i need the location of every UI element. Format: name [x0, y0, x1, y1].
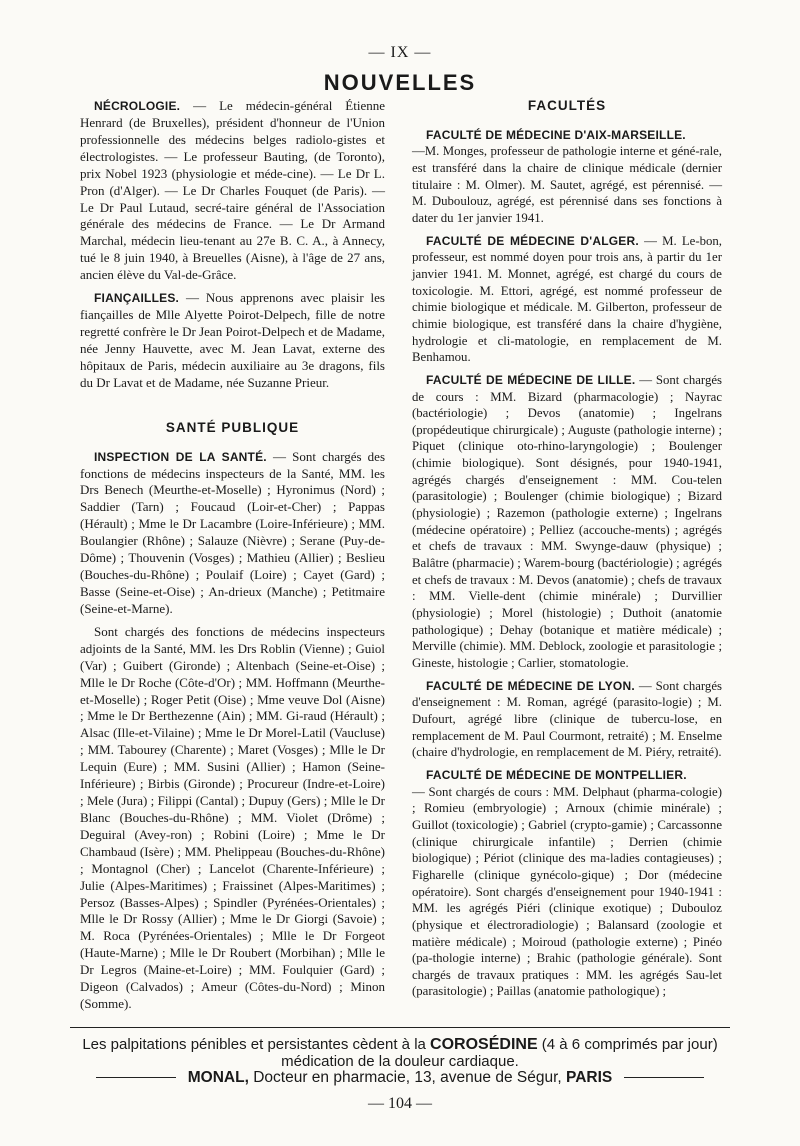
fiancailles-text: — Nous apprenons avec plaisir les fiançailles de Mlle Alyette Poirot-Delpech, fille de notre regretté confrère le Dr Jean Poirot-Delpech et de Madame, née Jenny Hauvette, avec M. Jean Lavat, externe des hôpitaux de Paris, médecin auxiliaire au 3e dragons, fils du Dr Lavat et de Madame, née Suzanne Prieur.	[80, 290, 385, 390]
montpellier-paragraph	[412, 767, 722, 1000]
necrologie-paragraph	[80, 98, 385, 284]
advert-line-2: médication de la douleur cardiaque.	[281, 1053, 519, 1070]
advert-brand: COROSÉDINE	[430, 1036, 538, 1053]
inspection-label: INSPECTION DE LA SANTÉ.	[94, 449, 267, 464]
aix-text: —M. Monges, professeur de pathologie interne et géné-rale, est transféré dans la chaire de clinique médicale (dernier titulaire : M. Olmer). M. Sautet, agrégé, est pérennisé. — M. Duboulouz, agrégé, est pérennisé dans ses fonctions à dater du 1er janvier 1941.	[412, 144, 722, 225]
adjoints-paragraph: Sont chargés des fonctions de médecins inspecteurs adjoints de la Santé, MM. les Drs Roblin (Vienne) ; Guiol (Var) ; Guibert (Gironde) ; Altenbach (Seine-et-Oise) ; Mlle le Dr Roche (Côte-d'Or) ; MM. Hoffmann (Meurthe-et-Moselle) ; Roger Petit (Oise) ; Mme veuve Dol (Aisne) ; Mme le Dr Berthezenne (Ain) ; MM. Gi-raud (Hérault) ; Alsac (Ille-et-Vilaine) ; Mme le Dr Morel-Latil (Vaucluse) ; MM. Tabourey (Charente) ; Maret (Vosges) ; Mlle le Dr Lequin (Eure) ; MM. Susini (Allier) ; Hamon (Seine-Inférieure) ; Birbis (Gironde) ; Procureur (Indre-et-Loire) ; Mele (Jura) ; Filippi (Cantal) ; Dupuy (Gers) ; Mlle le Dr Blanc (Bouches-du-Rhône) ; MM. Violet (Drôme) ; Deguiral (Avey-ron) ; Robini (Loire) ; Mme le Dr Chambaud (Isère) ; MM. Phelippeau (Bouches-du-Rhône) ; Montagnol (Cher) ; Lancelot (Charente-Inférieure) ; Julie (Alpes-Maritimes) ; Fraissinet (Alpes-Maritimes) ; Persoz (Basses-Alpes) ; Spindler (Pyrénées-Orientales) ; Mlle le Dr Rossy (Allier) ; Mme le Dr Giorgi (Savoie) ; M. Roca (Pyrénées-Orientales) ; Mlle le Dr Forgeot (Haute-Marne) ; Mlle le Dr Roubert (Morbihan) ; Mlle le Dr Legros (Maine-et-Loire) ; MM. Foulquier (Gard) ; Digeon (Calvados) ; Ameur (Côtes-du-Nord) ; Minon (Somme).	[80, 623, 385, 1012]
right-column	[412, 98, 722, 1006]
advert-line1-pre: Les palpitations pénibles et persistantes cèdent à la	[82, 1036, 431, 1053]
inspection-text: — Sont chargés des fonctions de médecins inspecteurs de la Santé, MM. les Drs Benech (Meurthe-et-Moselle) ; Hyronimus (Nord) ; Saddier (Tarn) ; Foucaud (Loir-et-Cher) ; Pappas (Hérault) ; Mme le Dr Lacambre (Loire-Inférieure) ; MM. Boulangier (Rhône) ; Salauze (Nièvre) ; Serane (Puy-de-Dôme) ; Thouvenin (Vosges) ; Mathieu (Allier) ; Beslieu (Bouches-du-Rhône) ; Poulaif (Loire) ; Cayet (Gard) ; Basse (Seine-et-Oise) ; An-drieux (Manche) ; Petitmaire (Seine-et-Marne).	[80, 448, 385, 616]
advert-city: PARIS	[566, 1069, 613, 1086]
advert-maker: MONAL,	[187, 1069, 249, 1086]
lyon-label: FACULTÉ DE MÉDECINE DE LYON.	[426, 678, 635, 693]
advert-right-rule	[624, 1077, 704, 1078]
aix-paragraph	[412, 127, 722, 227]
advert-line1-post: (4 à 6 comprimés par jour)	[537, 1036, 718, 1053]
fiancailles-paragraph	[80, 290, 385, 392]
sante-publique-heading: SANTÉ PUBLIQUE	[165, 419, 300, 435]
facultes-heading: FACULTÉS	[527, 98, 607, 113]
lyon-text: — Sont chargés d'enseignement : M. Roman, agrégé (parasito-logie) ; M. Dufourt, agrégé libre (clinique de tubercu-lose, en remplacement de M. Paul Courmont, retraité) ; M. Enselme (chaire d'hydrologie, en remplacement de M. Piéry, retraité).	[412, 678, 722, 760]
advert-line-1	[60, 1036, 740, 1054]
aix-label: FACULTÉ DE MÉDECINE D'AIX-MARSEILLE.	[426, 127, 686, 142]
lyon-paragraph	[412, 678, 722, 761]
advert-address: Docteur en pharmacie, 13, avenue de Ségur,	[248, 1069, 566, 1086]
left-column	[80, 98, 385, 1019]
page-number: — 104 —	[368, 1095, 432, 1112]
advert-line-3	[60, 1069, 740, 1087]
alger-label: FACULTÉ DE MÉDECINE D'ALGER.	[426, 233, 639, 248]
page-title: NOUVELLES	[323, 70, 477, 95]
lille-paragraph	[412, 372, 722, 672]
alger-paragraph	[412, 233, 722, 366]
advert-left-rule	[96, 1077, 176, 1078]
lille-label: FACULTÉ DE MÉDECINE DE LILLE.	[426, 372, 636, 387]
necrologie-text: — Le médecin-général Étienne Henrard (de Bruxelles), président d'honneur de l'Union professionnelle des médecins belges radiolo-gistes et électrologistes. — Le professeur Bauting, (de Toronto), prix Nobel 1923 (physiologie et méde-cine). — Le Dr L. Pron (d'Alger). — Le Dr Charles Fouquet (de Paris). — Le Dr Paul Lutaud, secré-taire général de l'Association générale des médecins de France. — Le Dr Armand Marchal, médecin lieu-tenant au 27e B. C. A., à Annecy, tué le 8 juin 1940, à Breuelles (Aisne), à l'âge de 27 ans, ancien élève du Val-de-Grâce.	[80, 98, 385, 283]
alger-text: — M. Le-bon, professeur, est nommé doyen pour trois ans, à partir du 1er janvier 1941. M. Monnet, agrégé, est chargé du cours de toxicologie. M. Ettori, agrégé, est nommé professeur de chimie biologique et médicale. M. Gilberton, professeur de chimie biologique, est transféré dans la chaire d'hygiène, hydrologie et cli-matologie, en remplacement de M. Benhamou.	[412, 233, 722, 365]
lille-text: — Sont chargés de cours : MM. Bizard (pharmacologie) ; Nayrac (bactériologie) ; Devos (anatomie) ; Ingelrans (propédeutique chirurgicale) ; Auguste (pathologie interne) ; Piquet (clinique oto-rhino-laryngologie) ; Boulenger (chimie biologique). Sont désignés, pour 1940-1941, agrégés chargés d'enseignement : MM. Cou-telen (parasitologie) ; Boulenger (chimie biologique) ; Bizard (physiologie) ; Razemon (pathologie externe) ; Ingelrans (médecine opératoire) ; Pelliez (accouche-ments) ; agrégés et chefs de travaux : MM. Swynge-dauw (physique) ; Balâtre (pharmacie) ; Warem-bourg (bactériologie) ; agrégés et chefs de travaux : M. Devos (anatomie) ; chefs de travaux : MM. Vielle-dent (chimie minérale) ; Durvillier (physiologie) ; Morel (histologie) ; Duthoit (anatomie pathologique) ; Dehay (botanique et matière médicale) ; Merville (chimie). MM. Deblock, zoologie et parasitologie ; Gineste, histologie ; Carlier, stomatologie.	[412, 372, 723, 670]
montpellier-label: FACULTÉ DE MÉDECINE DE MONTPELLIER.	[426, 767, 687, 782]
inspection-paragraph	[80, 449, 385, 618]
roman-page-number: — IX —	[368, 44, 432, 61]
advert-divider	[70, 1027, 730, 1028]
fiancailles-label: FIANÇAILLES.	[94, 291, 180, 306]
necrologie-label: NÉCROLOGIE.	[94, 99, 181, 113]
montpellier-text: — Sont chargés de cours : MM. Delphaut (pharma-cologie) ; Romieu (embryologie) ; Arnoux (chimie minérale) ; Guillot (toxicologie) ; Gabriel (crypto-gamie) ; Carcassonne (clinique chirurgicale infantile) ; Derrien (chimie biologique) ; Périot (clinique des ma-ladies contagieuses) ; Figharelle (clinique gynécolo-gique) ; Dor (médecine opératoire). Sont chargés d'enseignement pour 1940-1941 : MM. les agrégés Piéri (clinique exotique) ; Dubouloz (physique et électroradiologie) ; Balansard (zoologie et matière médicale) ; Moiroud (pathologie externe) ; Pinéo (pa-thologie interne) ; Brahic (pathologie générale). Sont chargés de travaux pratiques : MM. les agrégés Sau-let (parasitologie) ; Paillas (anatomie pathologique) ;	[412, 784, 722, 999]
